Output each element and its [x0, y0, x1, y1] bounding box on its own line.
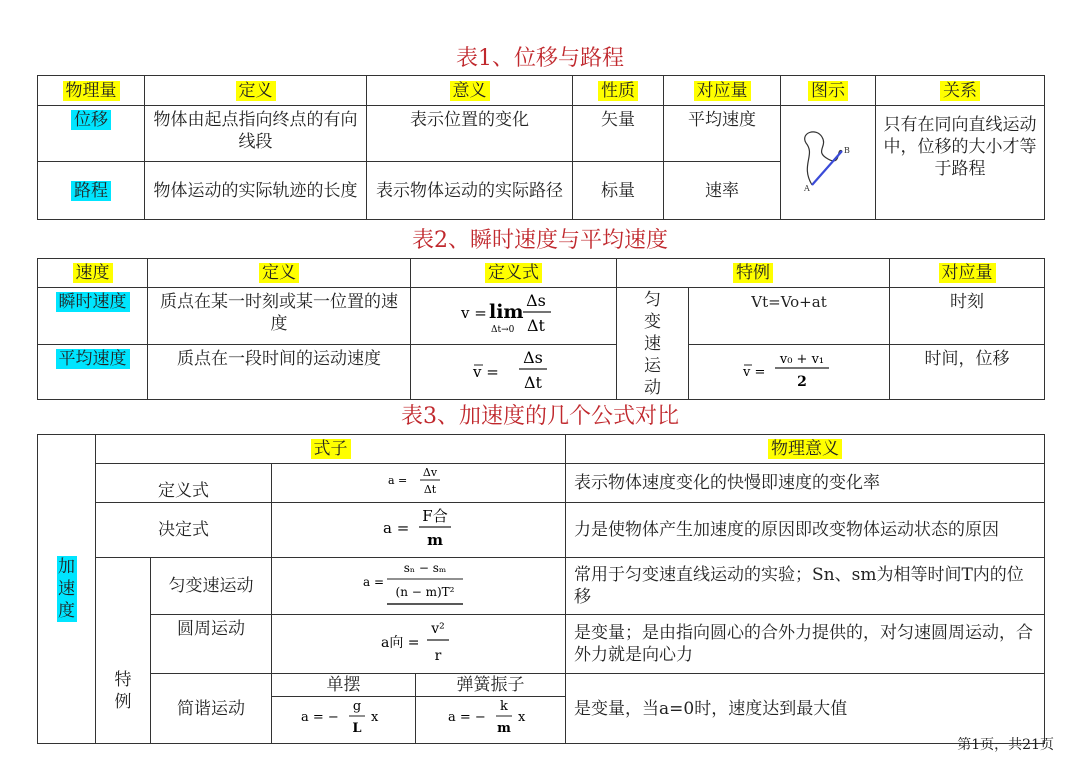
- table-row: [38, 503, 1045, 558]
- svg-text:L: L: [351, 721, 362, 736]
- svg-text:Δv: Δv: [422, 466, 437, 479]
- formula-pendulum: [272, 697, 416, 744]
- table-row: [38, 558, 1045, 615]
- svg-text:k: k: [499, 699, 508, 714]
- header-cell: 定义: [259, 263, 299, 283]
- special-formula: Vt=Vo+at: [689, 288, 890, 345]
- table1-header-row: [38, 76, 1045, 106]
- path-diagram-icon: [798, 125, 858, 195]
- svg-text:g: g: [352, 699, 361, 714]
- displacement-diagram: [781, 106, 876, 220]
- formula-definition: [272, 464, 566, 503]
- table2: [37, 258, 1045, 400]
- header-cell: 物理量: [63, 81, 120, 101]
- meaning-cell: 表示物体运动的实际路径: [367, 162, 573, 220]
- table1: [37, 75, 1045, 220]
- formula-name: 圆周运动: [151, 615, 272, 674]
- formula-name: 匀变速运动: [151, 558, 272, 615]
- quantity-name: 位移: [71, 110, 111, 130]
- svg-text:v =: v =: [472, 363, 499, 381]
- corresponding-cell: 速率: [664, 162, 781, 220]
- relation-cell: 只有在同向直线运动中，位移的大小才等于路程: [876, 106, 1045, 220]
- quantity-name: 路程: [71, 181, 111, 201]
- velocity-name: 瞬时速度: [56, 292, 130, 312]
- svg-text:Δt: Δt: [526, 316, 545, 335]
- definition-cell: 物体由起点指向终点的有向线段: [145, 106, 367, 162]
- formula-average: [411, 345, 617, 400]
- table2-header-row: [38, 259, 1045, 288]
- formula-name: 定义式: [96, 464, 272, 503]
- corresponding-cell: 时刻: [890, 288, 1045, 345]
- formula-name: 简谐运动: [151, 674, 272, 744]
- formula-uniform: [272, 558, 566, 615]
- header-cell: 物理意义: [768, 439, 842, 459]
- svg-text:x: x: [517, 710, 525, 725]
- svg-text:a向 =: a向 =: [380, 635, 420, 651]
- table-row: [38, 345, 1045, 400]
- svg-text:v₀ + v₁: v₀ + v₁: [779, 352, 825, 367]
- svg-text:a = −: a = −: [300, 710, 339, 725]
- corresponding-cell: 平均速度: [664, 106, 781, 162]
- svg-text:B: B: [844, 145, 850, 155]
- table-row: [38, 464, 1045, 503]
- svg-text:a =: a =: [387, 474, 407, 487]
- header-cell: 对应量: [694, 81, 751, 101]
- svg-text:lim: lim: [488, 301, 524, 323]
- svg-text:r: r: [434, 648, 441, 664]
- meaning-cell: 是变量；是由指向圆心的合外力提供的，对匀速圆周运动，合外力就是向心力: [566, 615, 1045, 674]
- special-formula-average: [689, 345, 890, 400]
- page-number: 第1页，共21页: [957, 737, 1054, 753]
- definition-cell: 质点在一段时间的运动速度: [148, 345, 411, 400]
- header-cell: 式子: [311, 439, 351, 459]
- svg-text:m: m: [426, 531, 443, 549]
- header-cell: 速度: [73, 263, 113, 283]
- formula-instant: [411, 288, 617, 345]
- table-row: [38, 674, 1045, 697]
- meaning-cell: 力是使物体产生加速度的原因即改变物体运动状态的原因: [566, 503, 1045, 558]
- definition-cell: 物体运动的实际轨迹的长度: [145, 162, 367, 220]
- header-cell: 定义: [236, 81, 276, 101]
- table2-title: 表2、瞬时速度与平均速度: [412, 228, 668, 253]
- header-cell: 图示: [808, 81, 848, 101]
- formula-circular: [272, 615, 566, 674]
- svg-text:Δt: Δt: [423, 483, 436, 496]
- table-row: [38, 288, 1045, 345]
- svg-text:a =: a =: [382, 519, 409, 537]
- subheader-spring: 弹簧振子: [416, 674, 566, 697]
- svg-text:(n − m)T²: (n − m)T²: [395, 585, 454, 599]
- svg-text:F合: F合: [421, 507, 448, 525]
- definition-cell: 质点在某一时刻或某一位置的速度: [148, 288, 411, 345]
- special-case-label: 特例: [114, 669, 132, 712]
- formula-determination: [272, 503, 566, 558]
- svg-text:Δt→0: Δt→0: [490, 325, 514, 335]
- meaning-cell: 表示物体速度变化的快慢即速度的变化率: [566, 464, 1045, 503]
- table3-title: 表3、加速度的几个公式对比: [401, 404, 679, 429]
- header-cell: 性质: [598, 81, 638, 101]
- svg-text:x: x: [370, 710, 378, 725]
- svg-text:m: m: [496, 721, 511, 736]
- svg-text:2: 2: [797, 374, 807, 390]
- header-cell: 意义: [450, 81, 490, 101]
- svg-text:v =: v =: [743, 365, 766, 380]
- meaning-cell: 表示位置的变化: [367, 106, 573, 162]
- table1-title: 表1、位移与路程: [456, 46, 624, 71]
- meaning-cell: 是变量，当a=0时，速度达到最大值: [566, 674, 1045, 744]
- svg-text:v²: v²: [430, 621, 445, 637]
- header-cell: 对应量: [939, 263, 996, 283]
- table-row: [38, 615, 1045, 674]
- header-cell: 关系: [940, 81, 980, 101]
- svg-text:sₙ − sₘ: sₙ − sₘ: [403, 561, 446, 575]
- svg-text:a =: a =: [362, 575, 384, 589]
- svg-text:Δs: Δs: [522, 348, 543, 367]
- svg-text:A: A: [804, 183, 810, 193]
- svg-text:Δs: Δs: [525, 291, 546, 310]
- formula-name: 决定式: [96, 503, 272, 558]
- acceleration-label: 加速度: [58, 557, 75, 621]
- header-cell: 定义式: [485, 263, 542, 283]
- svg-text:v =: v =: [460, 304, 487, 322]
- corresponding-cell: 时间，位移: [890, 345, 1045, 400]
- special-case-label: 匀变速运动: [644, 289, 661, 398]
- table3: [37, 434, 1045, 744]
- velocity-name: 平均速度: [56, 349, 130, 369]
- nature-cell: 矢量: [573, 106, 664, 162]
- meaning-cell: 常用于匀变速直线运动的实验；Sn、sm为相等时间T内的位移: [566, 558, 1045, 615]
- header-cell: 特例: [733, 263, 773, 283]
- table-row: [38, 106, 1045, 162]
- svg-text:Δt: Δt: [523, 373, 542, 392]
- nature-cell: 标量: [573, 162, 664, 220]
- subheader-pendulum: 单摆: [272, 674, 416, 697]
- svg-text:a = −: a = −: [447, 710, 486, 725]
- table3-header-row: [38, 435, 1045, 464]
- formula-spring: [416, 697, 566, 744]
